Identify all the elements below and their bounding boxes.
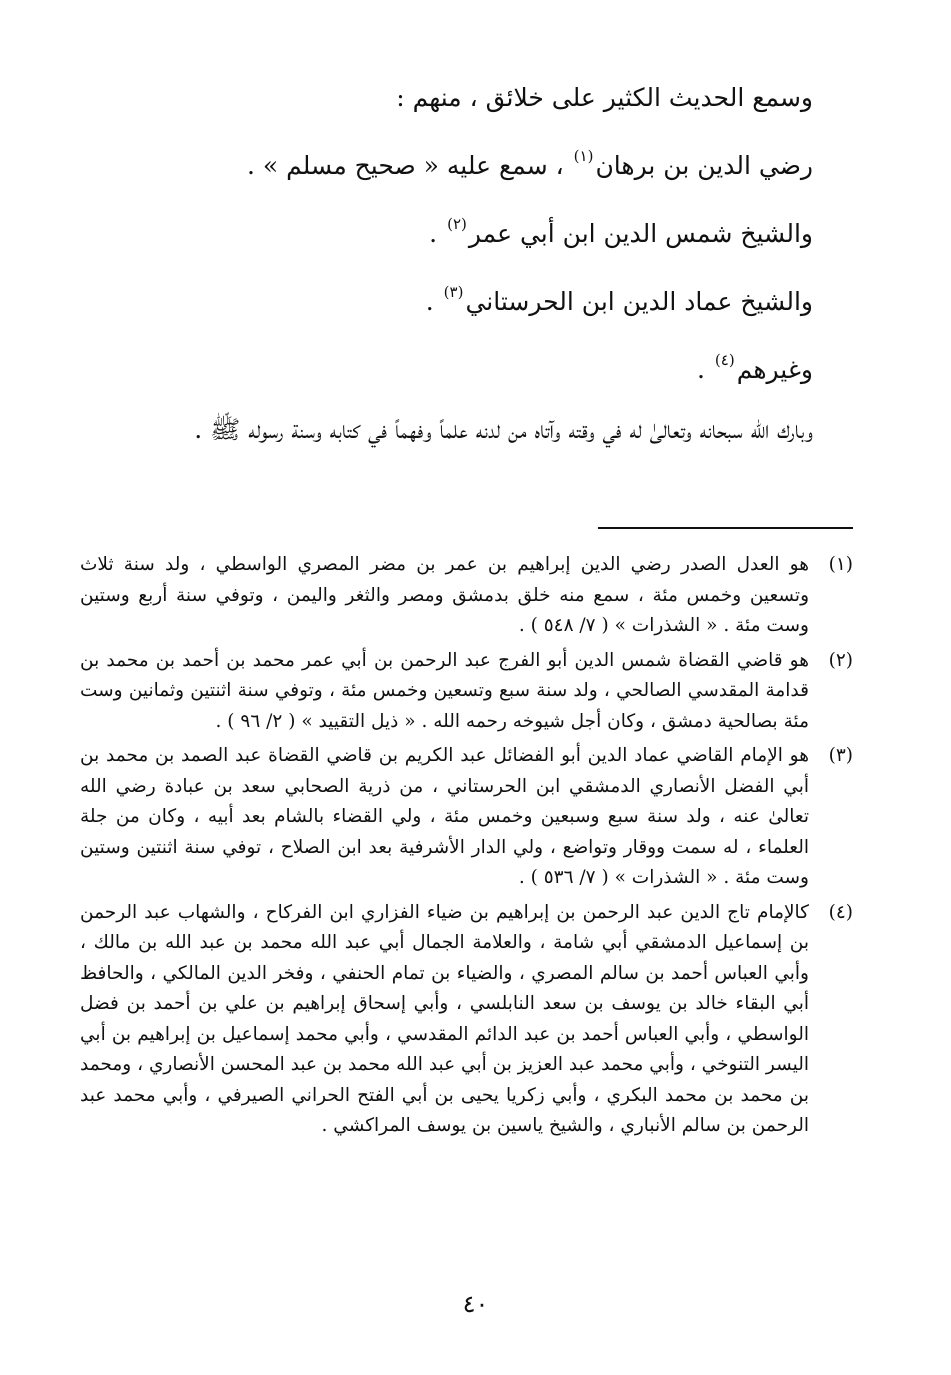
footnote-ref: (١) [573,147,594,165]
text-line-content: والشيخ عماد الدين ابن الحرستاني [465,287,813,316]
footnote-text: هو الإمام القاضي عماد الدين أبو الفضائل عبد الكريم بن قاضي القضاة عبد الصمد بن محمد بن أبي الفضل الأنصاري الدمشقي ابن الحرستاني ، من ذرية الصحابي سعد بن عبادة رضي الله تعالىٰ عنه ، ولد سنة سبع وسبعين وخمس مئة ، ولي القضاء بالشام بعد أبيه ، وكان من جلة العلماء ، له سمت ووقار وتواضع ، ولي الدار الأشرفية بعد ابن الصلاح ، توفي سنة اثنتين وستين وست مئة . « الشذرات » ( ٧/ ٥٣٦ ) . [80,745,809,888]
text-line-content: . [425,287,442,316]
footnotes [80,550,853,1146]
text-line-content: وغيرهم [736,355,813,384]
footnote-number: (٣) [828,745,853,766]
text-line [78,263,813,331]
footnote-separator [598,527,853,529]
text-line [78,331,813,399]
footnote-text: كالإمام تاج الدين عبد الرحمن بن إبراهيم بن ضياء الفزاري ابن الفركاح ، والشهاب عبد الرحمن بن إسماعيل الدمشقي أبي شامة ، والعلامة الجمال أبي عبد الله محمد بن عبد الله بن مالك ، وأبي العباس أحمد بن سالم المصري ، والضياء بن تمام الحنفي ، وفخر الدين المالكي ، والحافظ أبي البقاء خالد بن يوسف بن سعد النابلسي ، وأبي إسحاق إبراهيم بن علي بن أحمد بن فضل الواسطي ، وأبي العباس أحمد بن عبد الدائم المقدسي ، وأبي محمد إسماعيل بن إبراهيم بن أبي اليسر التنوخي ، وأبي محمد عبد العزيز بن أبي عبد الله محمد بن عبد المحسن الأنصاري ، ومحمد بن محمد بن محمد البكري ، وأبي زكريا يحيى بن أبي الفتح الحراني الصيرفي ، وأبي محمد عبد الرحمن بن سالم الأنباري ، والشيخ ياسين بن يوسف المراكشي . [80,901,809,1136]
footnote-number: (٢) [828,649,853,671]
footnote-text: هو العدل الصدر رضي الدين إبراهيم بن عمر بن مضر المصري الواسطي ، ولد سنة ثلاث وتسعين وخمس مئة ، سمع منه خلق بدمشق ومصر والثغر واليمن ، وتوفي سنة أربع وستين وست مئة . « الشذرات » ( ٧/ ٥٤٨ ) . [80,554,809,636]
footnote-number: (٤) [828,901,853,923]
footnote-number: (١) [828,554,853,575]
main-text [78,68,813,453]
page-number: ٤٠ [462,1290,489,1318]
text-line-content: . [429,219,446,248]
footnote-text: هو قاضي القضاة شمس الدين أبو الفرج عبد الرحمن بن أبي عمر محمد بن أحمد بن محمد بن قدامة المقدسي الصالحي ، ولد سنة سبع وتسعين وخمس مئة ، وتوفي سنة اثنتين وثمانين وست مئة بصالحية دمشق ، وكان أجل شيوخه رحمه الله . « ذيل التقييد » ( ٢/ ٩٦ ) . [80,649,809,732]
text-line-content: رضي الدين بن برهان [595,151,813,180]
footnote [80,741,853,894]
footnote [80,550,853,642]
text-line-content: وسمع الحديث الكثير على خلائق ، منهم : [396,83,813,112]
footnote-ref: (٣) [443,283,464,301]
paragraph: وبارك الله سبحانه وتعالىٰ له في وقته وآتاه من لدنه علماً وفهماً في كتابه وسنة رسوله ﷺ . [194,415,813,444]
text-line [78,127,813,195]
text-line-content: والشيخ شمس الدين ابن أبي عمر [468,219,813,248]
footnote-ref: (٤) [714,351,735,369]
text-line-content: ، سمع عليه « صحيح مسلم » . [246,151,572,180]
footnote [80,898,853,1142]
text-line-content: . [697,355,713,384]
text-line [78,195,813,263]
footnote [80,646,853,738]
footnote-ref: (٢) [447,215,467,233]
text-line [78,68,813,127]
